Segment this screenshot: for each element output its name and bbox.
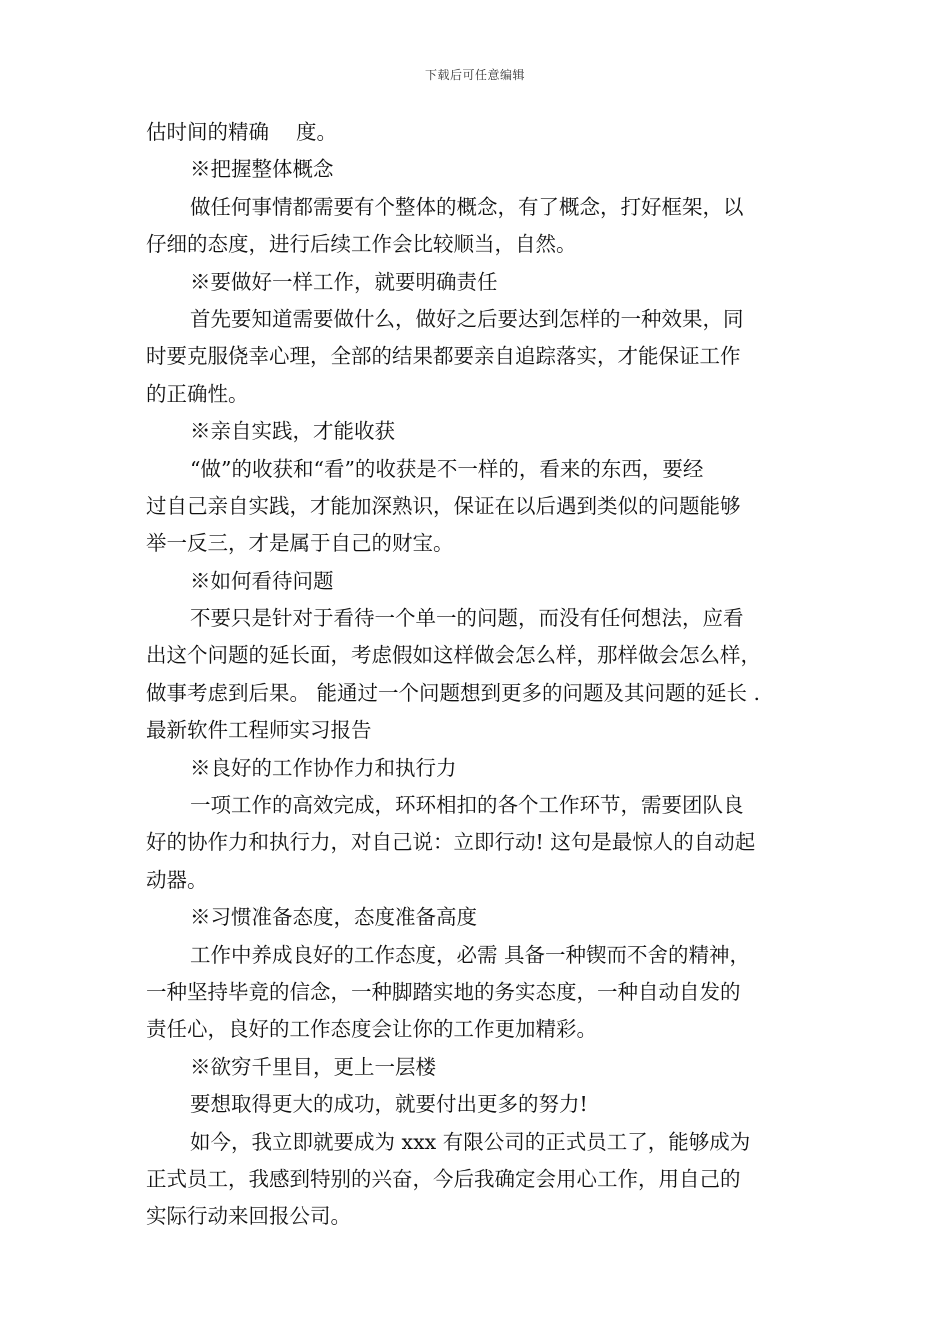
text-line: 做事考虑到后果。 能通过一个问题想到更多的问题及其问题的延长 . <box>146 680 761 705</box>
text-line: 不要只是针对于看待一个单一的问题，而没有任何想法，应看 <box>190 606 744 631</box>
section-heading: ※良好的工作协作力和执行力 <box>190 755 457 780</box>
page-header: 下载后可任意编辑 <box>424 68 525 82</box>
text-line: 动器。 <box>146 867 208 892</box>
document-body <box>146 114 811 1236</box>
text-line: 好的协作力和执行力，对自己说：立即行动! 这句是最惊人的自动起 <box>146 830 756 855</box>
text-line: 过自己亲自实践，才能加深熟识，保证在以后遇到类似的问题能够 <box>146 493 741 518</box>
text-line: 时要克服侥幸心理，全部的结果都要亲自追踪落实，才能保证工作 <box>146 344 741 369</box>
text-line: 仔细的态度，进行后续工作会比较顺当，自然。 <box>146 232 577 257</box>
text-line: 出这个问题的延长面，考虑假如这样做会怎么样，那样做会怎么样， <box>146 643 761 668</box>
text-line: 最新软件工程师实习报告 <box>146 718 372 743</box>
text-line: 责任心，良好的工作态度会让你的工作更加精彩。 <box>146 1017 597 1042</box>
text-line: “做”的收获和“看”的收获是不一样的，看来的东西，要经 <box>190 456 704 481</box>
text-line: 一项工作的高效完成，环环相扣的各个工作环节，需要团队良 <box>190 793 744 818</box>
text-line: 的正确性。 <box>146 381 249 406</box>
text-line: 首先要知道需要做什么，做好之后要达到怎样的一种效果，同 <box>190 306 744 331</box>
section-heading: ※如何看待问题 <box>190 568 334 593</box>
section-heading: ※把握整体概念 <box>190 157 334 182</box>
section-heading: ※要做好一样工作，就要明确责任 <box>190 269 498 294</box>
text-line: 正式员工，我感到特别的兴奋，今后我确定会用心工作，用自己的 <box>146 1166 741 1191</box>
text-line: 如今，我立即就要成为 xxx 有限公司的正式员工了，能够成为 <box>190 1129 751 1154</box>
text-line: 做任何事情都需要有个整体的概念，有了概念，打好框架，以 <box>190 194 744 219</box>
section-heading: ※亲自实践，才能收获 <box>190 419 395 444</box>
section-heading: ※习惯准备态度，态度准备高度 <box>190 905 477 930</box>
text-line: 实际行动来回报公司。 <box>146 1204 351 1229</box>
text-line: 一种坚持毕竟的信念，一种脚踏实地的务实态度，一种自动自发的 <box>146 979 741 1004</box>
section-heading: ※欲穷千里目，更上一层楼 <box>190 1054 436 1079</box>
text-line: 要想取得更大的成功，就要付出更多的努力! <box>190 1092 588 1117</box>
text-line: 工作中养成良好的工作态度，必需 具备一种锲而不舍的精神， <box>190 942 751 967</box>
text-line: 估时间的精确 度。 <box>146 120 338 144</box>
text-line: 举一反三，才是属于自己的财宝。 <box>146 531 454 556</box>
